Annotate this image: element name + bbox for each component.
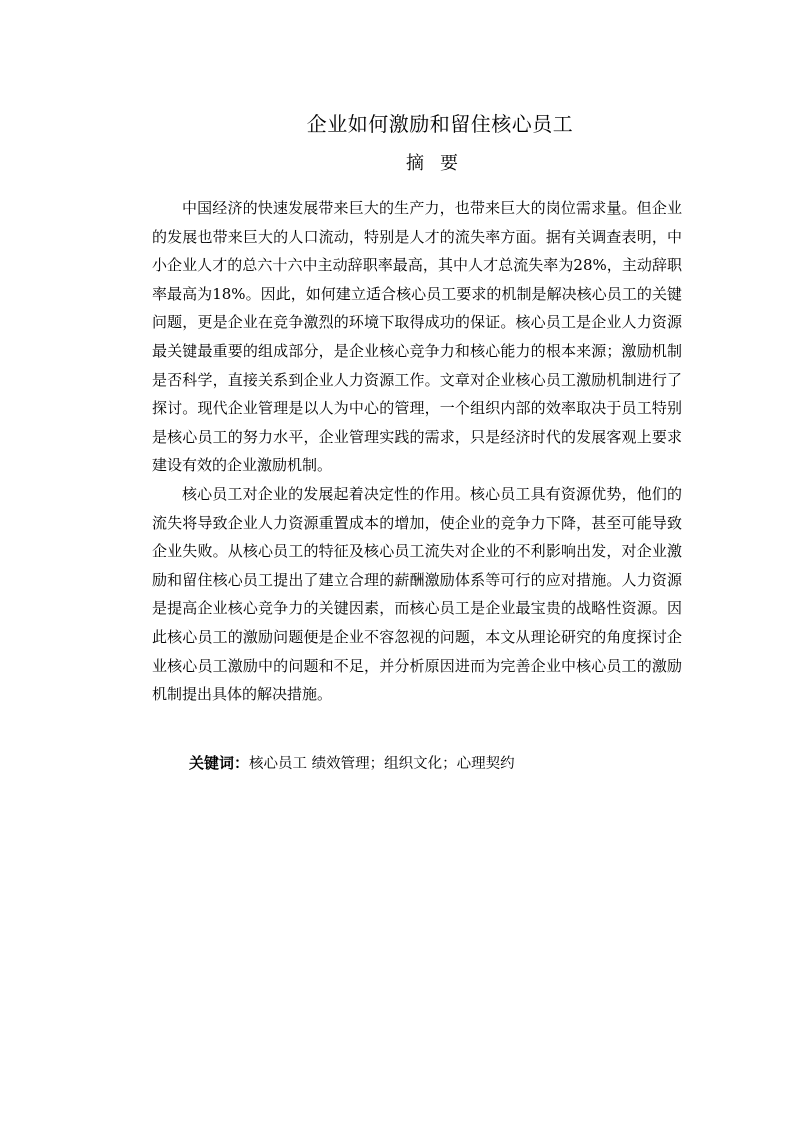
abstract-paragraph: 中国经济的快速发展带来巨大的生产力，也带来巨大的岗位需求量。但企业的发展也带来巨大的人口流动，特别是人才的流失率方面。据有关调查表明，中小企业人才的总六十六中主动辞职率最高，其中人才总流失率为28%，主动辞职率最高为18%。因此，如何建立适合核心员工要求的机制是解决核心员工的关键问题，更是企业在竞争激烈的环境下取得成功的保证。核心员工是企业人力资源最关键最重要的组成部分，是企业核心竞争力和核心能力的根本来源；激励机制是否科学，直接关系到企业人力资源工作。文章对企业核心员工激励机制进行了探讨。现代企业管理是以人为中心的管理，一个组织内部的效率取决于员工特别是核心员工的努力水平，企业管理实践的需求，只是经济时代的发展客观上要求建设有效的企业激励机制。 [152, 199, 682, 475]
document-title: 企业如何激励和留住核心员工 [306, 112, 574, 136]
abstract-paragraph: 核心员工对企业的发展起着决定性的作用。核心员工具有资源优势，他们的流失将导致企业人力资源重置成本的增加，使企业的竞争力下降，甚至可能导致企业失败。从核心员工的特征及核心员工流失对企业的不利影响出发，对企业激励和留住核心员工提出了建立合理的薪酬激励体系等可行的应对措施。人力资源是提高企业核心竞争力的关键因素，而核心员工是企业最宝贵的战略性资源。因此核心员工的激励问题便是企业不容忽视的问题，本文从理论研究的角度探讨企业核心员工激励中的问题和不足，并分析原因进而为完善企业中核心员工的激励机制提出具体的解决措施。 [152, 484, 682, 704]
keywords-text: 核心员工 绩效管理；组织文化；心理契约 [249, 756, 515, 772]
keywords-line [189, 751, 515, 776]
abstract-body [152, 194, 682, 709]
keywords-label: 关键词： [189, 754, 250, 772]
abstract-heading: 摘要 [406, 153, 474, 174]
